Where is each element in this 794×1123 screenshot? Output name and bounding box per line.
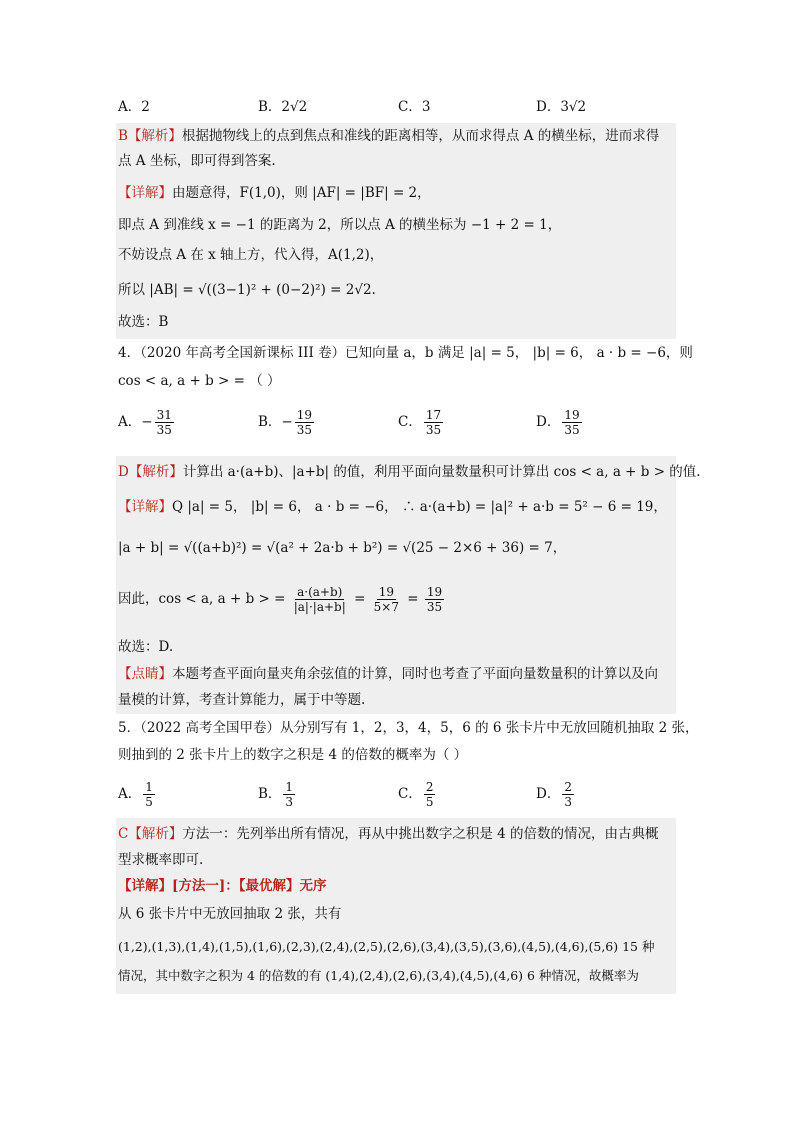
q4-comment-text-1: 本题考查平面向量夹角余弦值的计算，同时也考查了平面向量数量积的计算以及向 [172,666,658,682]
q3-option-b [258,97,307,117]
q5-detail-line-1: 从 6 张卡片中无放回抽取 2 张，共有 [118,906,342,922]
q4-option-a-fraction [155,408,174,437]
q4-detail-line-1 [118,497,667,517]
q3-detail-line-2: 即点 A 到准线 x = −1 的距离为 2，所以点 A 的横坐标为 −1 + 2 = 1， [118,217,562,233]
q5-option-a [118,780,157,809]
q4-option-b [258,408,316,437]
q4-detail-3-fraction-2 [372,585,401,614]
q4-option-a-denominator: 35 [156,423,172,437]
q5-option-c-prefix: C． [398,786,422,802]
q4-detail-3-prefix: 因此，cos < a, a + b > = [118,591,286,607]
q4-detail-text-1: Q |a| = 5， |b| = 6， a · b = −6， ∴ a·(a+b) = |a|² + a·b = 5² − 6 = 19， [172,499,667,515]
q5-option-b-fraction [283,780,295,809]
q5-option-b-denominator: 3 [285,795,294,809]
q4-analysis-tag: D【解析】 [118,464,183,480]
q5-option-c [398,780,437,809]
q4-detail-3-numerator-1: a·(a+b) [297,585,343,599]
q5-option-c-denominator: 5 [425,795,434,809]
q4-detail-line-2: |a + b| = √((a+b)²) = √(a² + 2a·b + b²) = √(25 − 2×6 + 36) = 7， [118,540,567,556]
q5-option-d-numerator: 2 [564,780,572,794]
q3-option-d [536,97,586,117]
q4-option-c-denominator: 35 [425,423,442,437]
q3-detail-line-4: 所以 |AB| = √((3−1)² + (0−2)²) = 2√2. [118,282,376,298]
q3-option-c: C．3 [398,99,431,115]
q4-option-b-fraction [295,408,314,437]
q4-option-b-prefix: B．− [258,414,293,430]
q4-comment-line-2: 量模的计算，考查计算能力，属于中等题. [118,692,366,708]
q5-detail-heading: 【详解】[方法一]：【最优解】无序 [118,878,327,894]
q4-option-d-fraction [562,408,581,437]
q5-option-b [258,780,297,809]
q5-option-c-fraction [424,780,436,809]
q4-option-c-prefix: C． [398,414,422,430]
q4-option-a-prefix: A．− [118,414,153,430]
q4-answer: 故选：D. [118,639,174,655]
q4-analysis-text-1: 计算出 a·(a+b)、|a+b| 的值，利用平面向量数量积可计算出 cos < a, a + b > 的值. [182,464,701,480]
q3-option-d-value: 3√2 [560,99,587,115]
q3-option-a: A．2 [118,99,150,115]
q4-option-d-prefix: D． [536,414,561,430]
q5-option-a-numerator: 1 [145,780,153,794]
q4-detail-3-denominator-1: |a|·|a+b| [293,600,346,614]
q5-stem-line-2: 则抽到的 2 张卡片上的数字之积是 4 的倍数的概率为（ ） [118,747,468,763]
q5-option-d-fraction [562,780,574,809]
q3-option-d-prefix: D． [536,99,561,115]
q3-detail-text-1: 由题意得，F(1,0)，则 |AF| = |BF| = 2， [172,185,431,201]
q5-option-a-denominator: 5 [145,795,153,809]
q4-comment-line-1 [118,664,658,684]
q4-detail-3-fraction-3 [425,585,444,614]
q4-detail-tag: 【详解】 [118,499,172,515]
q4-option-a-numerator: 31 [156,408,172,422]
q4-option-c-fraction [424,408,443,437]
q5-option-d [536,780,576,809]
q4-detail-3-denominator-3: 35 [426,600,443,614]
q4-option-c [398,408,445,437]
q3-answer: 故选：B [118,314,169,330]
q4-detail-3-equals-2: = [407,591,419,607]
q5-option-a-prefix: A． [118,786,142,802]
q4-option-c-numerator: 17 [425,408,442,422]
q4-analysis-line-1 [118,462,701,482]
q5-detail-line-3: 情况，其中数字之积为 4 的倍数的有 (1,4),(2,4),(2,6),(3,4),(4,5),(4,6) 6 种情况，故概率为 [118,968,639,983]
q4-option-b-denominator: 35 [296,423,313,437]
q5-analysis-line-1 [118,824,659,844]
q4-detail-3-numerator-3: 19 [426,585,443,599]
q4-option-d-denominator: 35 [564,423,580,437]
q4-stem-line-2: cos < a, a + b > = （ ） [118,373,281,389]
q4-option-a [118,408,176,437]
q5-option-b-prefix: B． [258,786,282,802]
q5-option-d-denominator: 3 [564,795,572,809]
q4-detail-line-3 [118,585,446,614]
q4-detail-3-denominator-2: 5×7 [373,600,399,614]
q4-detail-3-fraction-1 [292,585,348,614]
q3-detail-line-1 [118,183,431,203]
q3-analysis-line-2: 点 A 坐标，即可得到答案. [118,153,276,169]
q4-detail-3-equals-1: = [354,591,366,607]
q5-analysis-text-1: 方法一：先列举出所有情况，再从中挑出数字之积是 4 的倍数的情况，由古典概 [182,826,659,842]
q5-option-b-numerator: 1 [285,780,294,794]
q3-option-b-value: 2√2 [281,99,308,115]
q5-option-c-numerator: 2 [425,780,434,794]
q4-detail-3-numerator-2: 19 [378,585,394,599]
q5-option-d-prefix: D． [536,786,561,802]
q4-comment-tag: 【点睛】 [118,666,172,682]
q4-stem-line-1: 4．（2020 年高考全国新课标 III 卷）已知向量 a，b 满足 |a| = 5， |b| = 6， a · b = −6，则 [118,345,693,361]
q4-option-d-numerator: 19 [564,408,580,422]
q3-analysis-line-1 [118,126,659,146]
q5-option-a-fraction [143,780,155,809]
q3-detail-line-3: 不妨设点 A 在 x 轴上方，代入得，A(1,2)， [118,247,384,263]
q5-analysis-tag: C【解析】 [118,826,183,842]
q4-option-b-numerator: 19 [296,408,313,422]
q4-option-d [536,408,584,437]
q5-stem-line-1: 5．（2022 高考全国甲卷）从分别写有 1，2，3，4，5，6 的 6 张卡片中无放回随机抽取 2 张， [118,720,699,736]
q3-analysis-tag: B【解析】 [118,128,182,144]
q3-option-b-prefix: B． [258,99,282,115]
q5-analysis-line-2: 型求概率即可. [118,852,204,868]
q3-analysis-text-1: 根据抛物线上的点到焦点和准线的距离相等，从而求得点 A 的横坐标，进而求得 [181,128,660,144]
q5-detail-line-2: (1,2),(1,3),(1,4),(1,5),(1,6),(2,3),(2,4),(2,5),(2,6),(3,4),(3,5),(3,6),(4,5),(4,6),(5,6) 15 种 [118,939,655,954]
q3-detail-tag: 【详解】 [118,185,172,201]
